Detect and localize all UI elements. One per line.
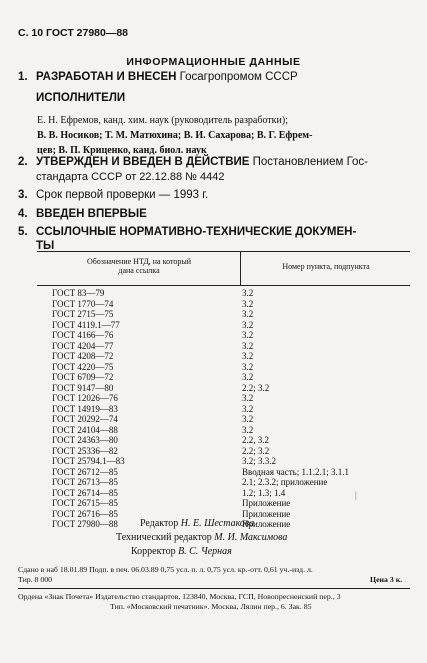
tech-editor-line: Технический редактор М. И. Максимова [116,532,288,543]
imprint-price: Цена 3 к. [370,575,403,584]
section-1-heading: РАЗРАБОТАН И ВНЕСЕН [36,71,177,83]
imprint-print-run: Тир. 8 000 [18,575,53,584]
section-4-number: 4. [18,208,28,220]
clause-number: 2.1; 2.3.2; приложение [242,477,328,487]
table-row [52,498,402,509]
table-row [52,299,402,310]
section-4 [18,208,147,220]
section-3: 3. Срок первой проверки — 1993 г. [18,189,209,201]
reference-document: ГОСТ 14919—83 [52,403,118,414]
reference-document: ГОСТ 9147—80 [52,382,114,393]
page-header: С. 10 ГОСТ 27980—88 [18,27,129,39]
section-3-text: Срок первой проверки — 1993 г. [36,189,209,201]
reference-table-body [52,288,402,530]
section-5-continuation: ТЫ [36,240,55,252]
reference-document: ГОСТ 4119.1—77 [52,319,120,330]
clause-number: 3.2 [242,319,254,330]
clause-number: 3.2 [242,414,254,424]
section-2 [18,156,368,168]
clause-number: 3.2 [242,403,254,414]
executor-line-2: В. В. Носиков; Т. М. Матюхина; В. И. Сахарова; В. Г. Ефрем- [37,130,313,141]
clause-number: Приложение [242,508,291,519]
table-row [52,341,402,352]
table-row [52,488,402,499]
clause-number: Приложение [242,519,291,529]
table-row [52,404,402,415]
imprint-line-1: Сдано в наб 18.01.89 Подп. в печ. 06.03.89 0,75 усл. п. л. 0,75 усл. кр.-отт. 0,61 уч.-изд. л. [18,565,313,574]
section-4-heading: ВВЕДЕН ВПЕРВЫЕ [36,208,147,220]
table-row [52,393,402,404]
table-row [52,414,402,425]
reference-document: ГОСТ 4166—76 [52,330,114,340]
page-title: ИНФОРМАЦИОННЫЕ ДАННЫЕ [126,56,301,68]
reference-document: ГОСТ 20292—74 [52,414,118,424]
reference-document: ГОСТ 83—79 [52,288,105,298]
section-5-heading: ССЫЛОЧНЫЕ НОРМАТИВНО-ТЕХНИЧЕСКИЕ ДОКУМЕН- [36,226,357,238]
imprint-publisher: Ордена «Знак Почета» Издательство стандартов, 123840, Москва, ГСП, Новопресненский пер., 3 [18,592,341,601]
table-row [52,477,402,488]
clause-number: 3.2 [242,330,254,340]
reference-document: ГОСТ 4208—72 [52,351,114,361]
clause-number: 3.2 [242,351,254,361]
table-row [52,351,402,362]
table-row [52,362,402,373]
table-top-rule [37,251,410,252]
section-5-number: 5. [18,226,28,238]
editor-line: Редактор Н. Е. Шестакова [140,518,255,529]
section-2-number: 2. [18,156,28,168]
clause-number: 3.2 [242,393,254,403]
reference-document: ГОСТ 12026—76 [52,393,118,403]
table-row [52,383,402,394]
reference-document: ГОСТ 26713—85 [52,477,118,487]
table-row [52,330,402,341]
reference-document: ГОСТ 2715—75 [52,309,114,319]
tech-editor-name: М. И. Максимова [214,532,288,543]
section-1-number: 1. [18,71,28,83]
reference-document: ГОСТ 25336—82 [52,445,118,456]
table-header-left: Обозначение НТД, на который дана ссылка [86,257,192,275]
clause-number: 2.2; 3.2 [242,382,270,393]
clause-number: 2.2, 3.2 [242,435,269,445]
clause-number: 1.2; 1.3; 1.4 [242,487,286,498]
table-header-right: Номер пункта, подпункта [282,262,370,271]
table-row [52,425,402,436]
reference-document: ГОСТ 26715—85 [52,498,118,508]
clause-number: Вводная часть; 1.1.2.1; 3.1.1 [242,466,350,477]
executor-line-1: Е. Н. Ефремов, канд. хим. наук (руководитель разработки); [37,115,288,126]
reference-document: ГОСТ 4204—77 [52,340,114,351]
executors-heading: ИСПОЛНИТЕЛИ [36,92,126,104]
table-row [52,456,402,467]
table-row [52,320,402,331]
imprint-printer: Тип. «Московский печатник». Москва, Лялин пер., 6. Зак. 85 [110,602,312,611]
clause-number: 2.2; 3.2 [242,445,270,456]
reference-document: ГОСТ 24363—80 [52,435,118,445]
reference-document: ГОСТ 6709—72 [52,372,114,382]
reference-document: ГОСТ 1770—74 [52,298,114,309]
reference-document: ГОСТ 4220—75 [52,361,114,372]
editor-name: Н. Е. Шестакова [180,518,255,529]
corrector-line: Корректор В. С. Черная [131,546,232,557]
reference-document: ГОСТ 26716—85 [52,508,118,519]
table-row [52,288,402,299]
table-row [52,372,402,383]
table-row [52,446,402,457]
clause-number: 3.2 [242,309,254,319]
table-row [52,435,402,446]
reference-document: ГОСТ 25794.1—83 [52,456,125,466]
reference-document: ГОСТ 26714—85 [52,487,118,498]
reference-document: ГОСТ 26712—85 [52,466,118,477]
section-5 [18,226,356,238]
clause-number: 3.2 [242,288,254,298]
reference-document: ГОСТ 24104—88 [52,424,118,435]
section-2-continuation: стандарта СССР от 22.12.88 № 4442 [36,171,225,183]
table-row [52,467,402,478]
executor-line-3: цев; В. П. Криценко, канд. биол. наук [37,145,207,156]
section-2-text: Постановлением Гос- [249,156,368,168]
clause-number: 3.2 [242,361,254,372]
clause-number: 3.2 [242,372,254,382]
executors-list [37,113,409,158]
section-1 [18,71,298,83]
clause-number: 3.2 [242,424,254,435]
clause-number: Приложение [242,498,291,508]
table-column-divider [240,251,241,285]
section-1-text: Госагропромом СССР [176,71,298,83]
clause-number: 3.2 [242,298,254,309]
margin-tick: | [355,490,357,500]
section-2-heading: УТВЕРЖДЕН И ВВЕДЕН В ДЕЙСТВИЕ [36,156,250,168]
reference-document: ГОСТ 27980—88 [52,519,118,529]
clause-number: 3.2 [242,340,254,351]
table-row [52,309,402,320]
table-header-rule [37,285,410,286]
clause-number: 3.2; 3.3.2 [242,456,277,466]
imprint-rule [18,588,410,589]
executors-section [18,92,125,104]
corrector-name: В. С. Черная [178,546,232,557]
